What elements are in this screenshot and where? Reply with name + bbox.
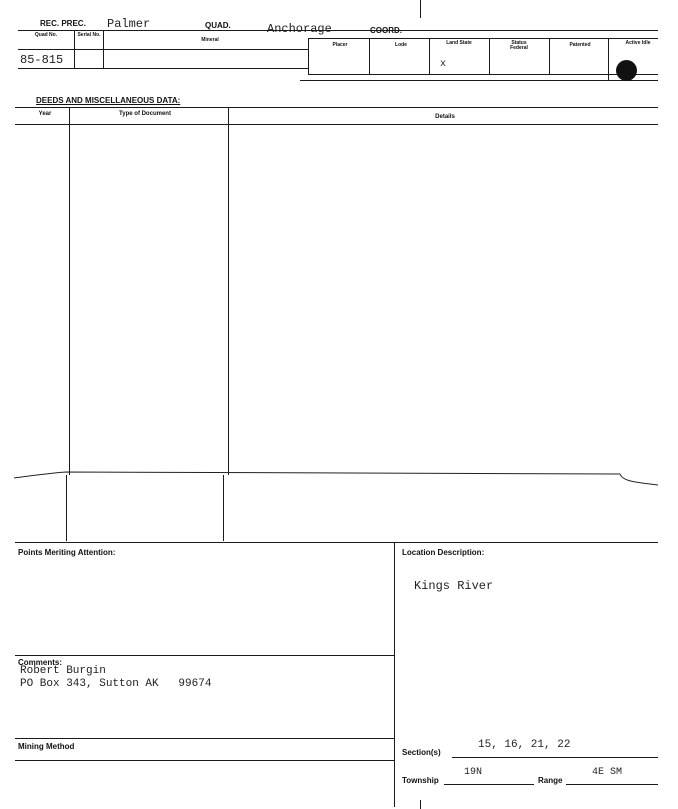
quad-value: Anchorage [267, 22, 332, 36]
deeds-col-details: Details [435, 114, 455, 120]
col-sep-4 [369, 38, 370, 74]
land-state-mark: x [440, 59, 447, 70]
claim-table-under-rule [300, 80, 658, 81]
quad-label: QUAD. [205, 21, 231, 30]
comments-line-1: Robert Burgin [20, 665, 106, 677]
col-land-state: Land State [446, 40, 472, 46]
col-placer: Placer [332, 42, 348, 48]
rec-prec-label: REC. PREC. [40, 19, 86, 28]
col-patented: Patented [569, 42, 591, 48]
lower-section-top-rule [15, 542, 658, 543]
col-sep-3 [308, 38, 309, 74]
claim-table-top-rule [18, 30, 658, 31]
mining-method-label: Mining Method [18, 742, 75, 751]
col-sep-6 [489, 38, 490, 74]
range-value: 4E SM [592, 767, 623, 778]
sections-underline [452, 757, 658, 758]
deeds-col-type: Type of Document [119, 111, 171, 117]
sections-value: 15, 16, 21, 22 [478, 739, 571, 751]
township-label: Township [402, 776, 439, 785]
top-center-tick [420, 0, 421, 18]
col-active-idle: Active Idle [625, 40, 651, 46]
col-lode: Lode [395, 42, 407, 48]
comments-top-rule [15, 655, 394, 656]
punch-hole-dot [616, 60, 637, 81]
mining-method-top-rule [15, 738, 394, 739]
col-sep-8 [608, 38, 609, 80]
points-meriting-label: Points Meriting Attention: [18, 548, 116, 557]
claim-table-bottom-rule-right [308, 74, 658, 75]
comments-label: Comments: [18, 658, 63, 667]
col-status-federal: Status Federal [510, 40, 528, 51]
bottom-tick [420, 800, 421, 809]
col-sep-5 [429, 38, 430, 74]
col-serial-no: Serial No. [77, 32, 101, 38]
lower-center-divider [394, 542, 395, 807]
range-underline [566, 784, 658, 785]
quad-serial-value: 85-815 [20, 53, 64, 67]
deeds-header-rule [15, 124, 658, 125]
coord-label: COORD. [370, 26, 402, 35]
claim-table-header-rule [18, 49, 308, 50]
col-sep-7 [549, 38, 550, 74]
location-description-value: Kings River [414, 579, 494, 593]
col-sep-2 [103, 30, 104, 68]
col-quad-no: Quad No. [34, 32, 58, 38]
range-label: Range [538, 776, 563, 785]
deeds-col-sep-2 [228, 107, 229, 475]
deeds-col-sep-1 [69, 107, 70, 475]
claim-table-mid-rule [308, 38, 658, 39]
mining-method-line [15, 760, 394, 761]
col-sep-1 [74, 30, 75, 68]
comments-line-2: PO Box 343, Sutton AK 99674 [20, 678, 212, 690]
township-value: 19N [464, 767, 483, 778]
location-description-label: Location Description: [402, 548, 485, 557]
claim-table-bottom-rule [18, 68, 308, 69]
col-mineral: Mineral [201, 37, 219, 43]
page-fold-line [0, 462, 678, 496]
rec-prec-value: Palmer [107, 17, 151, 31]
deeds-title: DEEDS AND MISCELLANEOUS DATA: [36, 96, 181, 105]
deeds-top-rule [15, 107, 658, 108]
sections-label: Section(s) [402, 748, 441, 757]
deeds-col-year: Year [38, 111, 52, 117]
township-underline [444, 784, 534, 785]
